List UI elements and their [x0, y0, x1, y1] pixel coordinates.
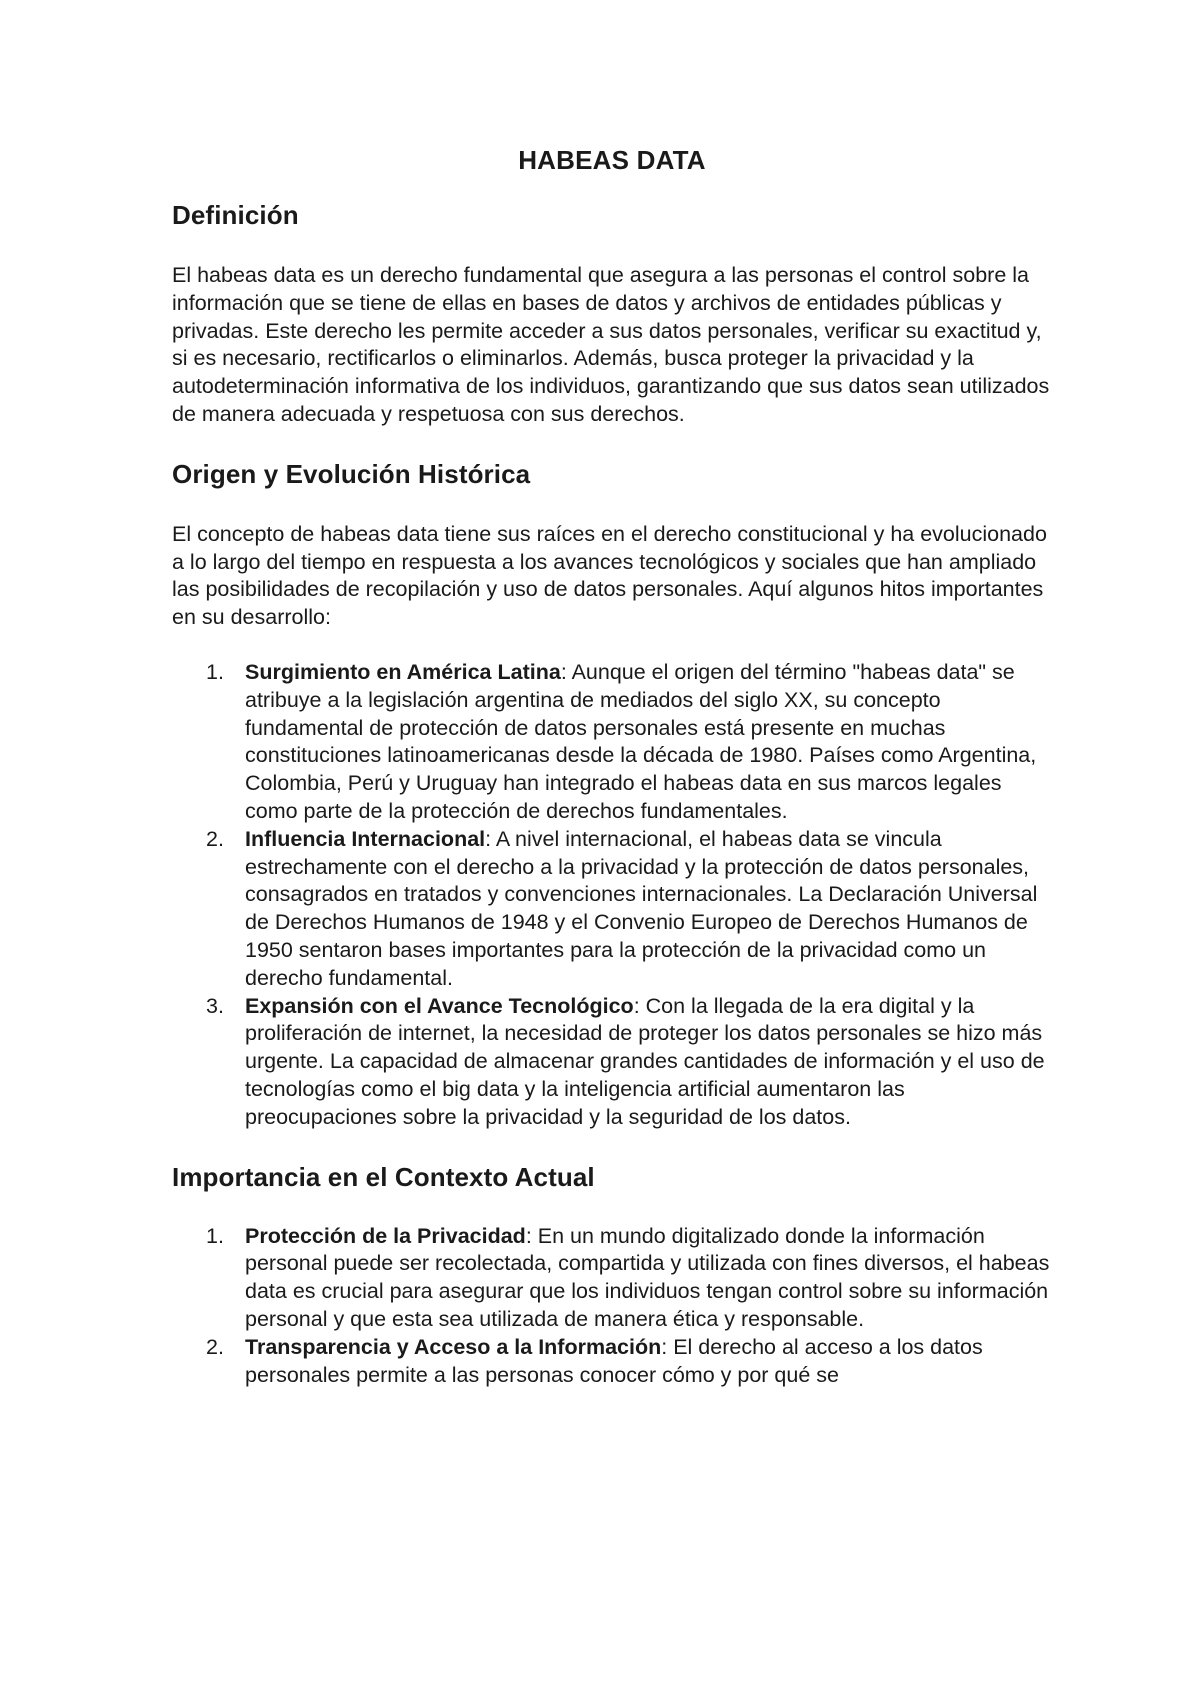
list-item-term: Protección de la Privacidad — [245, 1223, 526, 1248]
list-origen — [172, 659, 1052, 1132]
section-heading-importancia: Importancia en el Contexto Actual — [172, 1161, 595, 1192]
list-item — [172, 1334, 1052, 1390]
list-item-term: Influencia Internacional — [245, 826, 486, 851]
list-item-number: 2. — [206, 826, 224, 851]
list-item-text: : Aunque el origen del término "habeas data" se atribuye a la legislación argentina de mediados del siglo XX, su concepto fundamental de protección de datos personales está presente en muchas constituciones latinoamericanas desde la década de 1980. Países como Argentina, Colombia, Perú y Uruguay han integrado el habeas data en sus marcos legales como parte de la protección de derechos fundamentales. — [245, 659, 1037, 823]
list-item-number: 2. — [206, 1334, 224, 1359]
list-item-number: 3. — [206, 993, 224, 1018]
section-heading-origen: Origen y Evolución Histórica — [172, 458, 531, 489]
list-item-text: : Con la llegada de la era digital y la proliferación de internet, la necesidad de proteger los datos personales se hizo más urgente. La capacidad de almacenar grandes cantidades de información y el uso de tecnologías como el big data y la inteligencia artificial aumentaron las preocupaciones sobre la privacidad y la seguridad de los datos. — [245, 993, 1045, 1129]
list-item — [172, 993, 1052, 1132]
list-item-number: 1. — [206, 1223, 224, 1248]
list-item-number: 1. — [206, 659, 224, 684]
list-item-text: : El derecho al acceso a los datos personales permite a las personas conocer cómo y por qué se — [245, 1334, 983, 1387]
list-item-term: Surgimiento en América Latina — [245, 659, 561, 684]
list-item-term: Transparencia y Acceso a la Información — [245, 1334, 662, 1359]
section-heading-definicion: Definición — [172, 200, 299, 230]
paragraph-definicion: El habeas data es un derecho fundamental que asegura a las personas el control sobre la información que se tiene de ellas en bases de datos y archivos de entidades públicas y privadas. Este derecho les permite acceder a sus datos personales, verificar su exactitud y, si es necesario, rectificarlos o eliminarlos. Además, busca proteger la privacidad y la autodeterminación informativa de los individuos, garantizando que sus datos sean utilizados de manera adecuada y respetuosa con sus derechos. — [172, 263, 1050, 426]
list-item-text: : A nivel internacional, el habeas data se vincula estrechamente con el derecho a la privacidad y la protección de datos personales, consagrados en tratados y convenciones internacionales. La Declaración Universal de Derechos Humanos de 1948 y el Convenio Europeo de Derechos Humanos de 1950 sentaron bases importantes para la protección de la privacidad como un derecho fundamental. — [245, 826, 1038, 990]
list-item — [172, 659, 1052, 826]
list-item-text: : En un mundo digitalizado donde la información personal puede ser recolectada, compartida y utilizada con fines diversos, el habeas data es crucial para asegurar que los individuos tengan control sobre su información personal y que esta sea utilizada de manera ética y responsable. — [245, 1223, 1050, 1331]
document-title: HABEAS DATA — [518, 145, 706, 175]
list-item — [172, 1223, 1052, 1334]
paragraph-origen: El concepto de habeas data tiene sus raíces en el derecho constitucional y ha evolucionado a lo largo del tiempo en respuesta a los avances tecnológicos y sociales que han ampliado las posibilidades de recopilación y uso de datos personales. Aquí algunos hitos importantes en su desarrollo: — [172, 521, 1047, 630]
list-item-term: Expansión con el Avance Tecnológico — [245, 993, 634, 1018]
list-importancia — [172, 1223, 1052, 1390]
document-body — [172, 140, 1052, 1389]
list-item — [172, 826, 1052, 993]
